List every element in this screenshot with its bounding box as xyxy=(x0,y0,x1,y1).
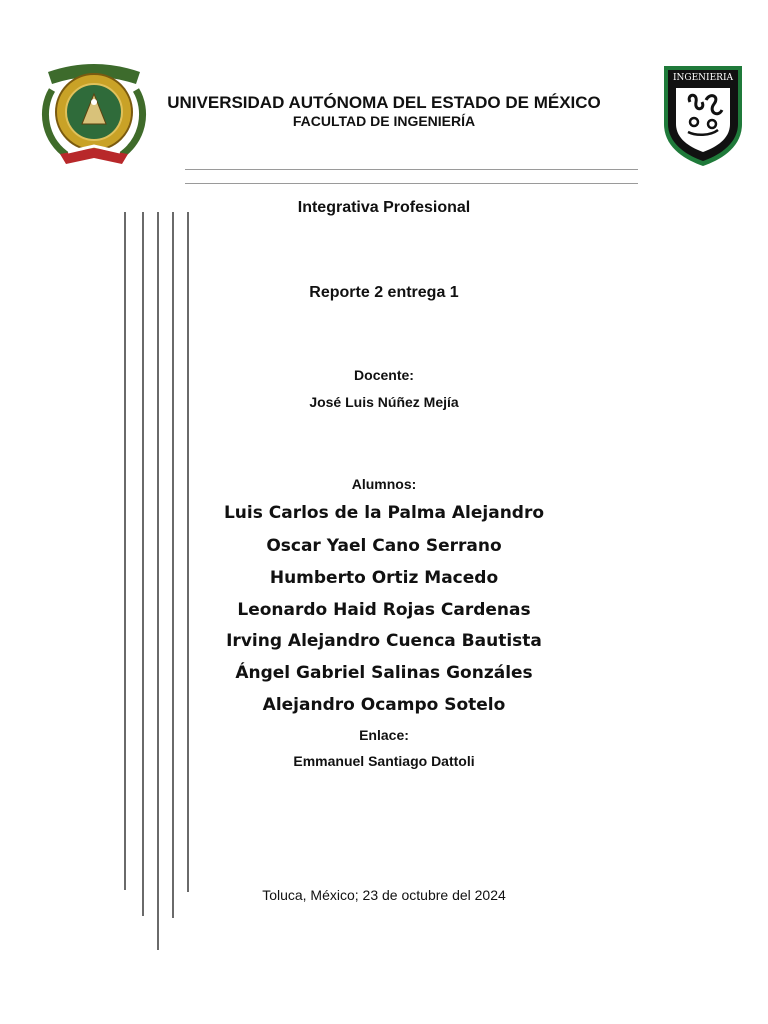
header-rule-bottom xyxy=(185,183,638,184)
teacher-label: Docente: xyxy=(354,367,414,383)
student-name: Oscar Yael Cano Serrano xyxy=(266,536,502,556)
link-name: Emmanuel Santiago Dattoli xyxy=(293,753,475,769)
uaem-seal xyxy=(38,60,150,168)
student-name: Luis Carlos de la Palma Alejandro xyxy=(223,503,545,523)
student-name: Alejandro Ocampo Sotelo xyxy=(262,695,506,715)
svg-text:INGENIERIA: INGENIERIA xyxy=(672,73,734,83)
link-label: Enlace: xyxy=(359,727,409,743)
students-label: Alumnos: xyxy=(351,476,417,492)
student-name: Irving Alejandro Cuenca Bautista xyxy=(226,631,542,651)
faculty-name: FACULTAD DE INGENIERÍA xyxy=(292,113,476,129)
place-date: Toluca, México; 23 de octubre del 2024 xyxy=(262,887,506,903)
vertical-line-2 xyxy=(142,212,144,916)
course-title: Integrativa Profesional xyxy=(297,199,471,216)
engineering-logo xyxy=(660,62,746,168)
report-title: Reporte 2 entrega 1 xyxy=(309,284,459,301)
vertical-line-4 xyxy=(172,212,174,918)
university-name: UNIVERSIDAD AUTÓNOMA DEL ESTADO DE MÉXICO xyxy=(167,93,601,112)
student-name: Leonardo Haid Rojas Cardenas xyxy=(237,600,531,620)
student-name: Humberto Ortiz Macedo xyxy=(269,568,499,588)
teacher-name: José Luis Núñez Mejía xyxy=(309,394,459,410)
header-rule-top xyxy=(185,169,638,170)
student-name: Ángel Gabriel Salinas Gonzáles xyxy=(235,663,533,683)
